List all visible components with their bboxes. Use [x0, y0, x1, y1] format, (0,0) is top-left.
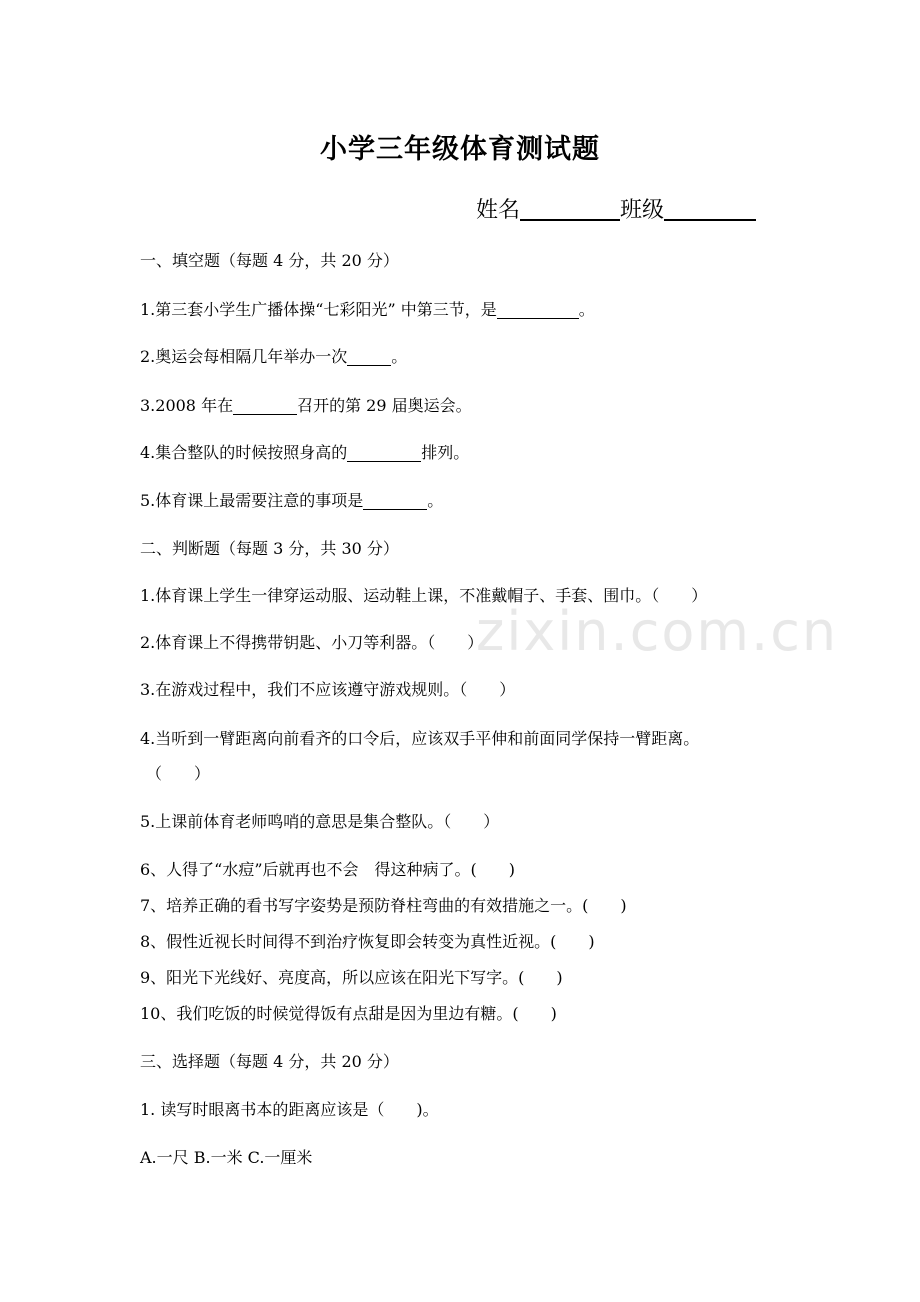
name-blank[interactable]	[520, 197, 620, 221]
fill-question-2	[140, 347, 407, 367]
judge-question-1: 1.体育课上学生一律穿运动服、运动鞋上课，不准戴帽子、手套、围巾。（ ）	[140, 586, 708, 605]
class-blank[interactable]	[664, 197, 756, 221]
choice-question-1-options: A.一尺 B.一米 C.一厘米	[140, 1148, 313, 1167]
fill-question-1	[140, 300, 595, 320]
page-title: 小学三年级体育测试题	[320, 134, 600, 165]
section3-heading: 三、选择题（每题 4 分，共 20 分）	[140, 1052, 399, 1071]
choice-question-1: 1. 读写时眼离书本的距离应该是（ )。	[140, 1100, 439, 1119]
judge-question-2: 2.体育课上不得携带钥匙、小刀等利器。（ ）	[140, 633, 484, 652]
fill-question-4-end: 排列。	[421, 443, 470, 462]
judge-question-9: 9、阳光下光线好、亮度高，所以应该在阳光下写字。( )	[140, 968, 563, 987]
fill-question-2-text: 2.奥运会每相隔几年举办一次	[140, 347, 348, 366]
section1-heading: 一、填空题（每题 4 分，共 20 分）	[140, 251, 399, 270]
watermark-text: zixin.com.cn	[476, 600, 839, 663]
fill-question-1-end: 。	[578, 300, 595, 319]
fill-question-3	[140, 396, 472, 416]
fill-blank-2[interactable]	[347, 349, 391, 366]
fill-blank-1[interactable]	[497, 302, 579, 319]
judge-question-8: 8、假性近视长时间得不到治疗恢复即会转变为真性近视。( )	[140, 932, 595, 951]
fill-question-2-end: 。	[391, 347, 408, 366]
fill-question-4	[140, 443, 469, 463]
fill-question-4-text: 4.集合整队的时候按照身高的	[140, 443, 348, 462]
judge-question-7: 7、培养正确的看书写字姿势是预防脊柱弯曲的有效措施之一。( )	[140, 896, 627, 915]
section2-heading: 二、判断题（每题 3 分，共 30 分）	[140, 539, 399, 558]
fill-question-3-text: 3.2008 年在	[140, 396, 234, 415]
judge-question-3: 3.在游戏过程中，我们不应该遵守游戏规则。（ ）	[140, 680, 516, 699]
fill-question-5	[140, 491, 443, 511]
fill-blank-5[interactable]	[363, 493, 427, 510]
fill-blank-3[interactable]	[233, 398, 297, 415]
name-label: 姓名	[476, 198, 521, 223]
fill-blank-4[interactable]	[347, 445, 421, 462]
fill-question-5-text: 5.体育课上最需要注意的事项是	[140, 491, 364, 510]
judge-question-4-answer: （ ）	[146, 764, 211, 783]
fill-question-5-end: 。	[427, 491, 444, 510]
judge-question-5: 5.上课前体育老师鸣哨的意思是集合整队。（ ）	[140, 812, 500, 831]
judge-question-4: 4.当听到一臂距离向前看齐的口令后，应该双手平伸和前面同学保持一臂距离。	[140, 729, 700, 748]
fill-question-3-end: 召开的第 29 届奥运会。	[297, 396, 472, 415]
class-label: 班级	[620, 198, 665, 223]
judge-question-6: 6、人得了“水痘”后就再也不会 得这种病了。( )	[140, 860, 516, 879]
judge-question-10: 10、我们吃饭的时候觉得饭有点甜是因为里边有糖。( )	[140, 1004, 557, 1023]
student-info-line	[476, 193, 756, 224]
fill-question-1-text: 1.第三套小学生广播体操“七彩阳光” 中第三节，是	[140, 300, 497, 319]
